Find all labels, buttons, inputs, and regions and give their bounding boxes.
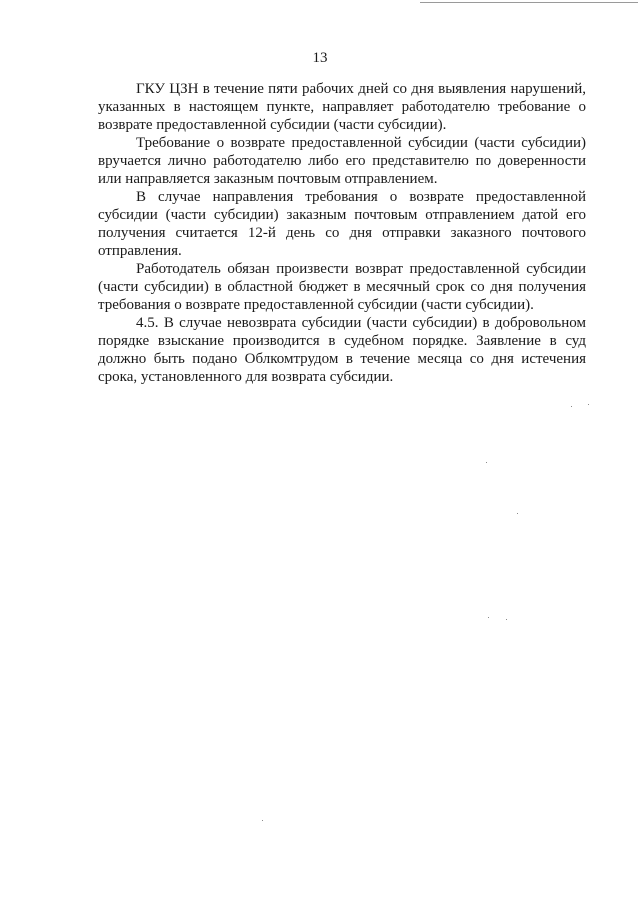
paragraph-violation-notice: ГКУ ЦЗН в течение пяти рабочих дней со дня выявления нарушений, указанных в настоящем пункте, направляет работодателю требование о возврате предоставленной субсидии (части субсидии).	[98, 81, 586, 133]
paragraph-demand-delivery: Требование о возврате предоставленной субсидии (части субсидии) вручается лично работодателю либо его представителю по доверенности или направляется заказным почтовым отправлением.	[98, 135, 586, 187]
scan-edge-line	[420, 2, 638, 3]
scan-speck	[488, 617, 489, 618]
scan-speck	[588, 404, 589, 405]
paragraph-section-4-5: 4.5. В случае невозврата субсидии (части субсидии) в добровольном порядке взыскание производится в судебном порядке. Заявление в суд должно быть подано Облкомтрудом в течение месяца со дня истечения срока, установленного для возврата субсидии.	[98, 315, 586, 385]
scan-speck	[517, 513, 518, 514]
scan-speck	[262, 820, 263, 821]
scan-speck	[571, 406, 572, 407]
paragraph-return-obligation: Работодатель обязан произвести возврат предоставленной субсидии (части субсидии) в областной бюджет в месячный срок со дня получения требования о возврате предоставленной субсидии (части субсидии).	[98, 261, 586, 313]
paragraph-receipt-date: В случае направления требования о возврате предоставленной субсидии (части субсидии) заказным почтовым отправлением датой его получения считается 12-й день со дня отправки заказного почтового отправления.	[98, 189, 586, 259]
scan-speck	[506, 619, 507, 620]
document-body	[98, 80, 586, 386]
scan-speck	[486, 462, 487, 463]
page-number: 13	[312, 50, 328, 66]
